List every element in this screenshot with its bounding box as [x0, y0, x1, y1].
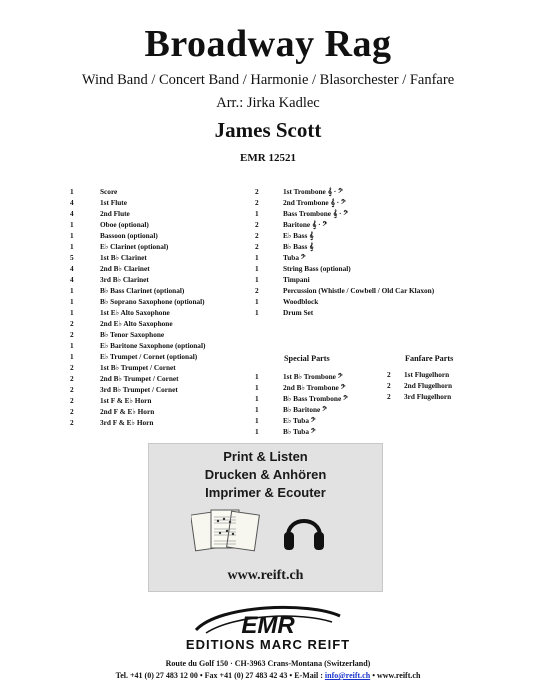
part-quantity: 1 [255, 253, 259, 262]
part-quantity: 2 [387, 370, 391, 379]
arranger-credit: Arr.: Jirka Kadlec [216, 95, 320, 111]
part-name: Tuba 𝄢 [283, 253, 306, 262]
part-quantity: 1 [70, 187, 74, 196]
part-quantity: 2 [70, 385, 74, 394]
part-name: 2nd B♭ Trumpet / Cornet [100, 374, 179, 383]
part-row [255, 296, 515, 307]
part-quantity: 2 [70, 418, 74, 427]
part-quantity: 2 [255, 286, 259, 295]
part-row [70, 274, 270, 285]
part-quantity: 1 [255, 394, 259, 403]
part-quantity: 5 [70, 253, 74, 262]
part-name: B♭ Tenor Saxophone [100, 330, 165, 339]
emr-logo [190, 600, 346, 640]
part-quantity: 1 [70, 242, 74, 251]
contact-phone-fax: Tel. +41 (0) 27 483 12 00 • Fax +41 (0) 27 483 42 43 • E-Mail : [115, 671, 325, 680]
part-row [387, 369, 507, 380]
svg-text:EMR: EMR [241, 612, 295, 639]
part-quantity: 1 [255, 372, 259, 381]
part-quantity: 2 [255, 242, 259, 251]
part-quantity: 1 [70, 341, 74, 350]
part-quantity: 1 [70, 297, 74, 306]
part-row [70, 395, 270, 406]
part-row [255, 285, 515, 296]
part-quantity: 2 [255, 198, 259, 207]
part-name: 3rd B♭ Trumpet / Cornet [100, 385, 178, 394]
part-name: Baritone 𝄞 · 𝄢 [283, 220, 328, 229]
part-name: E♭ Bass 𝄞 [283, 231, 314, 240]
part-row [70, 230, 270, 241]
part-name: 2nd B♭ Trombone 𝄢 [283, 383, 346, 392]
part-quantity: 2 [70, 374, 74, 383]
promo-line-drucken: Drucken & Anhören [204, 467, 327, 482]
part-quantity: 1 [255, 275, 259, 284]
publisher-address: Route du Golf 150 · CH-3963 Crans-Montana (Switzerland) [165, 659, 371, 668]
publisher-contact [0, 671, 536, 680]
part-row [255, 208, 515, 219]
part-name: E♭ Tuba 𝄢 [283, 416, 316, 425]
publisher-name: EDITIONS MARC REIFT [185, 637, 351, 652]
promo-line-imprimer: Imprimer & Ecouter [205, 485, 326, 500]
composer-name: James Scott [214, 118, 322, 142]
part-name: String Bass (optional) [283, 264, 351, 273]
part-row [70, 318, 270, 329]
part-row [70, 186, 270, 197]
part-name: 1st B♭ Trombone 𝄢 [283, 372, 343, 381]
part-quantity: 2 [387, 392, 391, 401]
part-quantity: 2 [70, 319, 74, 328]
part-row [70, 285, 270, 296]
part-name: E♭ Baritone Saxophone (optional) [100, 341, 206, 350]
part-row [255, 274, 515, 285]
part-name: E♭ Trumpet / Cornet (optional) [100, 352, 198, 361]
contact-website: • www.reift.ch [370, 671, 421, 680]
part-name: 3rd B♭ Clarinet [100, 275, 149, 284]
part-quantity: 4 [70, 264, 74, 273]
part-row [70, 307, 270, 318]
part-row [255, 393, 385, 404]
part-row [70, 362, 270, 373]
part-row [255, 252, 515, 263]
catalog-number: EMR 12521 [240, 152, 296, 164]
part-quantity: 2 [70, 407, 74, 416]
part-quantity: 1 [255, 209, 259, 218]
part-name: 2nd Trombone 𝄞 · 𝄢 [283, 198, 346, 207]
part-name: 2nd Flugelhorn [404, 381, 453, 390]
part-row [255, 219, 515, 230]
part-quantity: 2 [70, 363, 74, 372]
part-name: Timpani [283, 275, 310, 284]
part-name: 2nd Flute [100, 209, 130, 218]
headphones-icon [282, 506, 326, 554]
part-quantity: 1 [255, 405, 259, 414]
part-row [255, 382, 385, 393]
part-name: Bass Trombone 𝄞 · 𝄢 [283, 209, 348, 218]
part-quantity: 1 [255, 297, 259, 306]
part-row [70, 219, 270, 230]
part-row [387, 391, 507, 402]
part-row [70, 373, 270, 384]
part-row [70, 329, 270, 340]
special-parts-heading: Special Parts [284, 354, 330, 363]
part-name: Percussion (Whistle / Cowbell / Old Car Klaxon) [283, 286, 435, 295]
print-listen-banner[interactable] [148, 443, 383, 592]
part-quantity: 4 [70, 275, 74, 284]
part-name: 1st B♭ Clarinet [100, 253, 147, 262]
part-row [255, 307, 515, 318]
part-row [70, 406, 270, 417]
score-title: Broadway Rag [144, 23, 392, 65]
part-quantity: 1 [255, 416, 259, 425]
special-parts-list [255, 371, 385, 437]
part-quantity: 2 [255, 231, 259, 240]
part-name: B♭ Tuba 𝄢 [283, 427, 316, 436]
part-quantity: 1 [70, 308, 74, 317]
part-quantity: 1 [255, 383, 259, 392]
part-row [70, 252, 270, 263]
parts-list-right [255, 186, 515, 318]
part-name: 2nd F & E♭ Horn [100, 407, 155, 416]
part-name: 1st Flute [100, 198, 127, 207]
part-name: 2nd B♭ Clarinet [100, 264, 150, 273]
part-name: 1st B♭ Trumpet / Cornet [100, 363, 176, 372]
part-quantity: 4 [70, 209, 74, 218]
part-name: B♭ Baritone 𝄢 [283, 405, 327, 414]
promo-line-print-listen: Print & Listen [223, 449, 308, 464]
part-row [255, 371, 385, 382]
part-quantity: 2 [387, 381, 391, 390]
part-name: B♭ Bass Clarinet (optional) [100, 286, 185, 295]
part-quantity: 2 [255, 187, 259, 196]
part-row [70, 351, 270, 362]
part-name: 1st F & E♭ Horn [100, 396, 152, 405]
part-row [70, 296, 270, 307]
part-name: Score [100, 187, 118, 196]
part-row [255, 263, 515, 274]
part-row [255, 197, 515, 208]
part-row [70, 208, 270, 219]
part-row [255, 415, 385, 426]
part-quantity: 1 [70, 286, 74, 295]
part-row [70, 340, 270, 351]
fanfare-parts-list [387, 369, 507, 402]
part-name: 2nd E♭ Alto Saxophone [100, 319, 173, 328]
part-quantity: 2 [70, 396, 74, 405]
part-quantity: 1 [255, 308, 259, 317]
part-name: Bassoon (optional) [100, 231, 158, 240]
part-quantity: 2 [70, 330, 74, 339]
part-quantity: 1 [70, 352, 74, 361]
part-quantity: 2 [255, 220, 259, 229]
part-quantity: 1 [255, 264, 259, 273]
part-name: 1st Trombone 𝄞 · 𝄢 [283, 187, 343, 196]
sheet-music-icon [191, 507, 261, 553]
part-quantity: 1 [70, 231, 74, 240]
part-quantity: 1 [255, 427, 259, 436]
part-name: 1st E♭ Alto Saxophone [100, 308, 170, 317]
part-row [255, 230, 515, 241]
promo-website-link[interactable]: www.reift.ch [227, 568, 304, 583]
part-name: E♭ Clarinet (optional) [100, 242, 169, 251]
part-row [70, 384, 270, 395]
part-row [70, 241, 270, 252]
part-row [255, 404, 385, 415]
part-name: Oboe (optional) [100, 220, 149, 229]
part-row [387, 380, 507, 391]
part-name: B♭ Bass 𝄞 [283, 242, 314, 251]
part-row [255, 186, 515, 197]
part-row [70, 417, 270, 428]
part-quantity: 1 [70, 220, 74, 229]
email-link[interactable]: info@reift.ch [324, 671, 371, 680]
part-quantity: 4 [70, 198, 74, 207]
part-name: 3rd F & E♭ Horn [100, 418, 154, 427]
part-row [70, 197, 270, 208]
part-name: B♭ Soprano Saxophone (optional) [100, 297, 205, 306]
part-row [255, 426, 385, 437]
part-name: 3rd Flugelhorn [404, 392, 452, 401]
part-name: Woodblock [283, 297, 319, 306]
part-name: 1st Flugelhorn [404, 370, 450, 379]
part-name: Drum Set [283, 308, 314, 317]
part-row [70, 263, 270, 274]
parts-list-left [70, 186, 270, 428]
part-name: B♭ Bass Trombone 𝄢 [283, 394, 348, 403]
fanfare-parts-heading: Fanfare Parts [405, 354, 454, 363]
ensemble-subtitle: Wind Band / Concert Band / Harmonie / Blasorchester / Fanfare [81, 72, 455, 88]
part-row [255, 241, 515, 252]
